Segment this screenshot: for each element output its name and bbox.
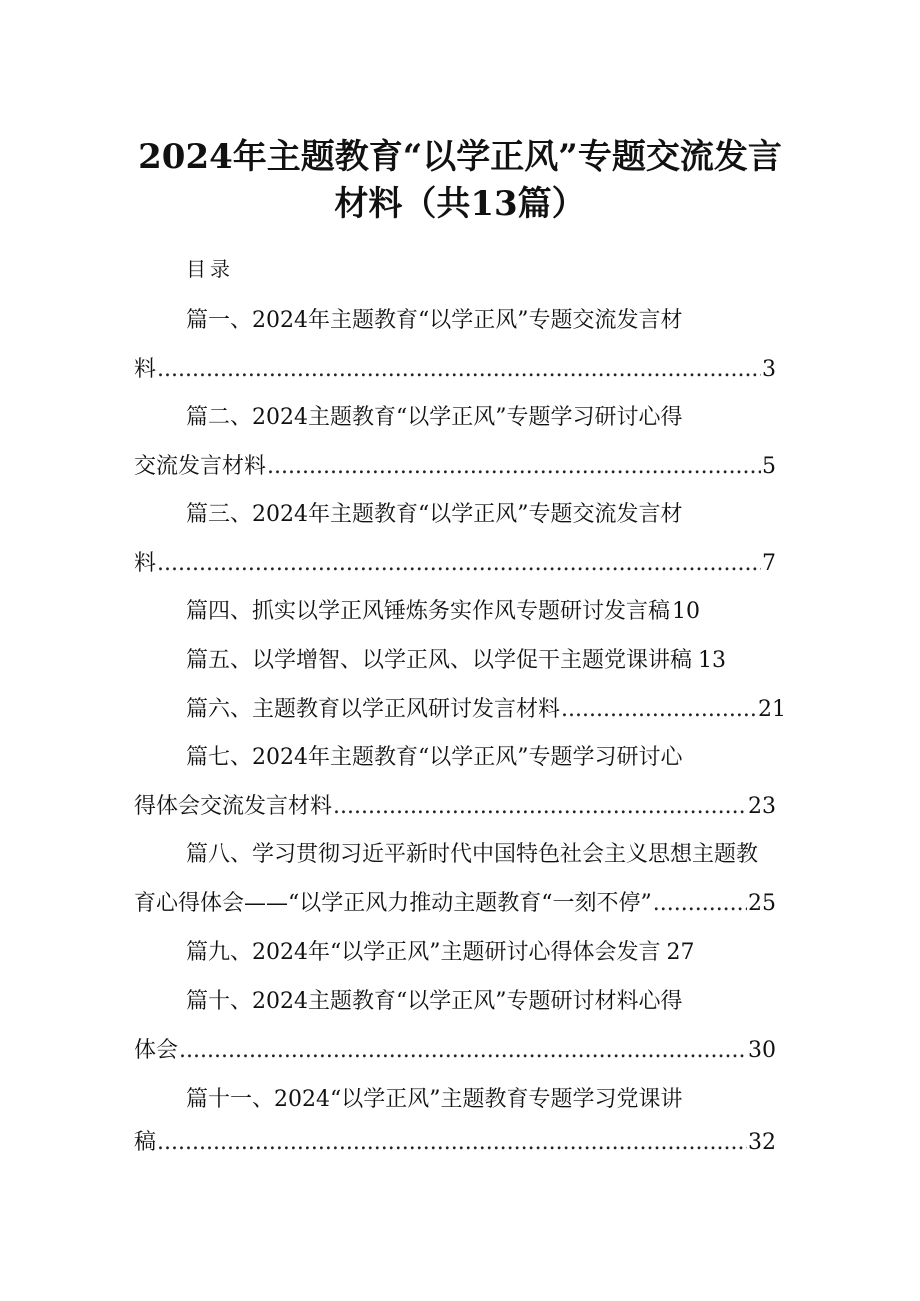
toc-entry-5-page: 13 (698, 648, 727, 673)
toc-entry-3-page: 7 (762, 551, 776, 576)
toc-entry-10-text: 体会 (134, 1038, 179, 1063)
toc-entry-2-line-2 (134, 452, 776, 482)
toc-entry-1-line-2 (134, 355, 776, 385)
toc-entry-7-leader (333, 792, 747, 822)
toc-entry-3-line-2 (134, 549, 776, 579)
toc-entry-3-line-1: 篇三、2024年主题教育“以学正风”专题交流发言材 (186, 502, 683, 527)
toc-entry-9-line-1 (186, 938, 786, 968)
document-title-line-2: 材料（共13篇） (334, 184, 586, 224)
toc-entry-11-text: 稿 (134, 1130, 157, 1155)
toc-entry-8-page: 25 (748, 891, 776, 916)
toc-entry-1-line-1: 篇一、2024年主题教育“以学正风”专题交流发言材 (186, 308, 683, 333)
toc-entry-11-leader (157, 1128, 747, 1158)
toc-entry-7-line-1: 篇七、2024年主题教育“以学正风”专题学习研讨心 (186, 745, 683, 770)
document-title-line-1: 2024年主题教育“以学正风”专题交流发言 (138, 137, 782, 177)
toc-entry-6-line-1 (186, 695, 786, 725)
toc-entry-4-line-1 (186, 597, 786, 627)
toc-entry-1-leader (157, 355, 761, 385)
toc-entry-5-text: 篇五、以学增智、以学正风、以学促干主题党课讲稿 (186, 648, 693, 673)
toc-entry-7-line-2 (134, 792, 776, 822)
toc-entry-8-text: 育心得体会——“以学正风力推动主题教育“一刻不停” (134, 891, 652, 916)
toc-entry-4-text: 篇四、抓实以学正风锤炼务实作风专题研讨发言稿 (186, 599, 671, 624)
toc-entry-7-page: 23 (748, 794, 776, 819)
toc-entry-2-text: 交流发言材料 (134, 454, 267, 479)
toc-entry-8-line-1: 篇八、学习贯彻习近平新时代中国特色社会主义思想主题教 (186, 842, 759, 867)
toc-entry-2-line-1: 篇二、2024主题教育“以学正风”专题学习研讨心得 (186, 405, 683, 430)
toc-entry-9-text: 篇九、2024年“以学正风”主题研讨心得体会发言 (186, 940, 661, 965)
toc-entry-1-text: 料 (134, 357, 157, 382)
toc-entry-9-page: 27 (666, 940, 695, 965)
toc-entry-4-page: 10 (672, 599, 701, 624)
toc-entry-5-line-1 (186, 646, 786, 676)
toc-entry-3-text: 料 (134, 551, 157, 576)
toc-entry-10-page: 30 (748, 1038, 776, 1063)
toc-entry-11-line-2 (134, 1128, 776, 1158)
toc-entry-10-line-1: 篇十、2024主题教育“以学正风”专题研讨材料心得 (186, 989, 683, 1014)
toc-entry-1-page: 3 (762, 357, 776, 382)
toc-entry-8-line-2 (134, 889, 776, 919)
toc-entry-10-leader (179, 1036, 747, 1066)
toc-entry-2-page: 5 (762, 454, 776, 479)
toc-entry-10-line-2 (134, 1036, 776, 1066)
toc-entry-11-page: 32 (748, 1130, 776, 1155)
toc-entry-2-leader (267, 452, 761, 482)
toc-heading: 目录 (186, 257, 234, 281)
toc-entry-8-leader (653, 889, 747, 919)
toc-entry-6-text: 篇六、主题教育以学正风研讨发言材料 (186, 697, 561, 722)
toc-entry-6-page: 21 (758, 697, 786, 722)
toc-entry-11-line-1: 篇十一、2024“以学正风”主题教育专题学习党课讲 (186, 1087, 683, 1112)
toc-entry-6-leader (561, 695, 757, 725)
toc-entry-7-text: 得体会交流发言材料 (134, 794, 333, 819)
toc-entry-3-leader (157, 549, 761, 579)
